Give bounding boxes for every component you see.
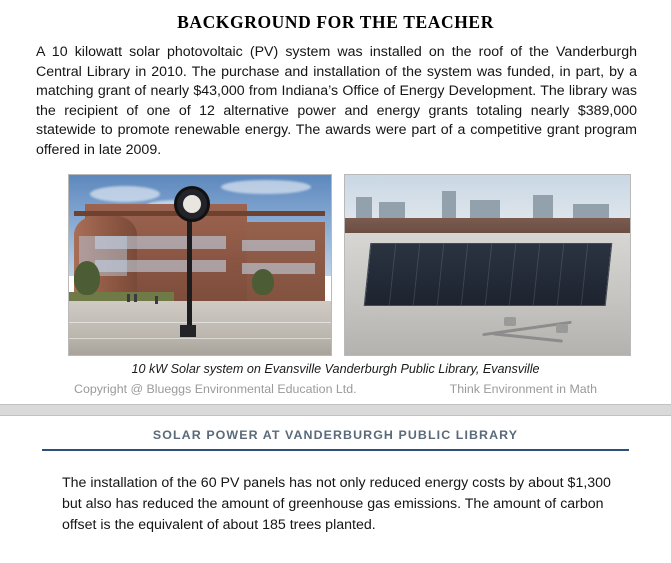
panel-seam [437, 244, 444, 305]
panel-seam [581, 244, 588, 305]
tree-shape [74, 261, 100, 295]
figure-caption: 10 kW Solar system on Evansville Vanderburgh Public Library, Evansville [131, 362, 540, 376]
pedestrian [127, 294, 130, 302]
panel-seam [413, 244, 420, 305]
cloud-shape [90, 186, 160, 202]
panel-seam [557, 244, 564, 305]
pavement-joint [69, 338, 331, 339]
window-band [242, 240, 315, 251]
tagline-text: Think Environment in Math [449, 382, 597, 396]
panel-seam [509, 244, 516, 305]
window-band [242, 263, 315, 274]
roof-vent [556, 324, 568, 333]
section-divider-band [0, 404, 671, 416]
tree-shape [252, 269, 274, 295]
pedestrian [155, 296, 158, 304]
section-heading: SOLAR POWER AT VANDERBURGH PUBLIC LIBRARY [42, 418, 629, 451]
panel-seam [533, 244, 540, 305]
panel-seam [389, 244, 396, 305]
solar-power-section [0, 418, 671, 536]
footer-row [74, 382, 597, 396]
roof-vent [504, 317, 516, 326]
rooftop-solar-photo [344, 174, 631, 356]
panel-seam [485, 244, 492, 305]
page-title: BACKGROUND FOR THE TEACHER [177, 12, 494, 32]
clock-dial [183, 195, 201, 213]
section-paragraph: The installation of the 60 PV panels has not only reduced energy costs by about $1,300 but also has reduced the amount of greenhouse gas emissions. The amount of carbon offset is the equivalent of about 185 trees planted. [62, 475, 611, 533]
library-building-photo [68, 174, 332, 356]
pedestrian [134, 294, 137, 302]
pavement-joint [69, 322, 331, 323]
copyright-text: Copyright @ Blueggs Environmental Education Ltd. [74, 382, 357, 396]
intro-paragraph: A 10 kilowatt solar photovoltaic (PV) system was installed on the roof of the Vanderburgh Central Library in 2010. The purchase and installation of the system was funded, in part, by a matching grant of nearly $43,000 from Indiana’s Office of Energy Development. The library was the recipient of one of 12 alternative power and energy grants totaling nearly $389,000 statewide to promote renewable energy. The awards were part of a competitive grant program offered in late 2009. [36, 44, 637, 158]
figure-images-row [68, 174, 631, 356]
skyline-building [442, 191, 456, 222]
intro-paragraph-block [36, 43, 637, 160]
panel-seam [461, 244, 468, 305]
roof-parapet-wall [345, 218, 630, 232]
solar-panel-array [364, 243, 612, 306]
street-clock-base [180, 325, 196, 337]
street-clock-face-housing [174, 186, 210, 222]
plaza-pavement [69, 301, 331, 355]
